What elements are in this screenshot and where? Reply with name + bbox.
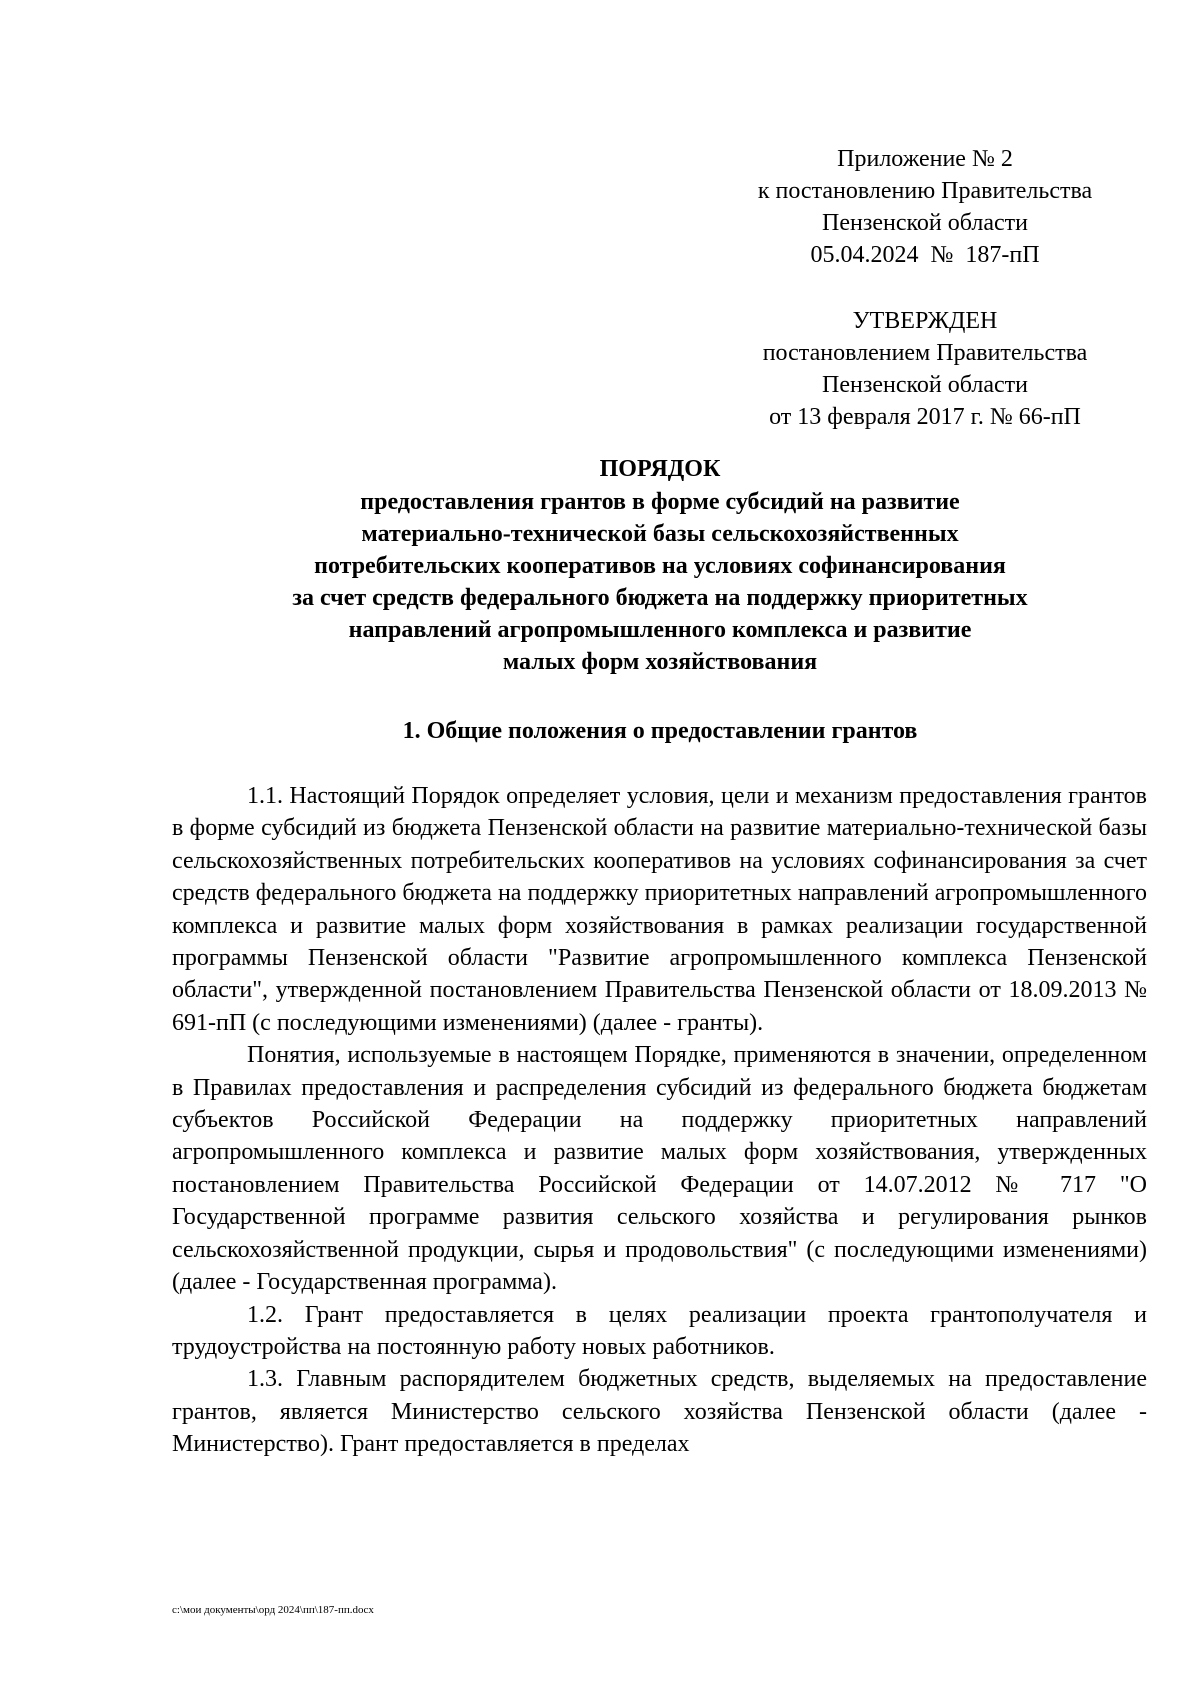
appendix-line: Приложение № 2 [837,146,1013,172]
document-subtitle-line: потребительских кооперативов на условиях софинансирования [314,553,1006,579]
footer-file-path: c:\мои документы\орд 2024\пп\187-пп.docx [172,1604,374,1616]
approved-line: от 13 февраля 2017 г. № 66-пП [769,404,1081,430]
document-title: ПОРЯДОК [599,456,721,482]
document-subtitle-line: предоставления грантов в форме субсидий на развитие [360,489,960,515]
paragraph: 1.2. Грант предоставляется в целях реализации проекта грантополучателя и трудоустройства на постоянную работу новых работников. [172,1301,1147,1360]
document-title-block [170,453,1150,678]
approved-line: Пензенской области [822,372,1028,398]
document-subtitle-line: материально-технической базы сельскохозяйственных [361,521,959,547]
document-subtitle-line: малых форм хозяйствования [502,649,818,675]
paragraph: Понятия, используемые в настоящем Порядке, применяются в значении, определенном в Правилах предоставления и распределения субсидий из федерального бюджета бюджетам субъектов Российской Федерации на поддержку приоритетных направлений агропромышленного комплекса и развитие малых форм хозяйствования, утвержденных постановлением Правительства Российской Федерации от 14.07.2012 № 717 "О Государственной программе развития сельского хозяйства и регулирования рынков сельскохозяйственной продукции, сырья и продовольствия" (с последующими изменениями) (далее - Государственная программа). [172,1042,1147,1296]
approved-line: постановлением Правительства [762,340,1088,366]
section-heading: 1. Общие положения о предоставлении грантов [402,718,918,744]
appendix-line: Пензенской области [822,210,1028,236]
appendix-date-number: 05.04.2024 № 187-пП [810,242,1040,268]
document-subtitle-line: за счет средств федерального бюджета на поддержку приоритетных [292,585,1028,611]
section-body [172,780,1147,1461]
document-subtitle-line: направлений агропромышленного комплекса и развитие [348,617,972,643]
appendix-header [690,143,1160,271]
paragraph: 1.3. Главным распорядителем бюджетных средств, выделяемых на предоставление грантов, является Министерство сельского хозяйства Пензенской области (далее - Министерство). Грант предоставляется в пределах [172,1366,1147,1458]
appendix-line: к постановлению Правительства [757,178,1093,204]
approved-line: УТВЕРЖДЕН [852,308,998,334]
approved-header [690,305,1160,433]
paragraph: 1.1. Настоящий Порядок определяет условия, цели и механизм предоставления грантов в форме субсидий из бюджета Пензенской области на развитие материально-технической базы сельскохозяйственных потребительских кооперативов на условиях софинансирования за счет средств федерального бюджета на поддержку приоритетных направлений агропромышленного комплекса и развитие малых форм хозяйствования в рамках реализации государственной программы Пензенской области "Развитие агропромышленного комплекса Пензенской области", утвержденной постановлением Правительства Пензенской области от 18.09.2013 № 691-пП (с последующими изменениями) (далее - гранты). [172,783,1147,1036]
